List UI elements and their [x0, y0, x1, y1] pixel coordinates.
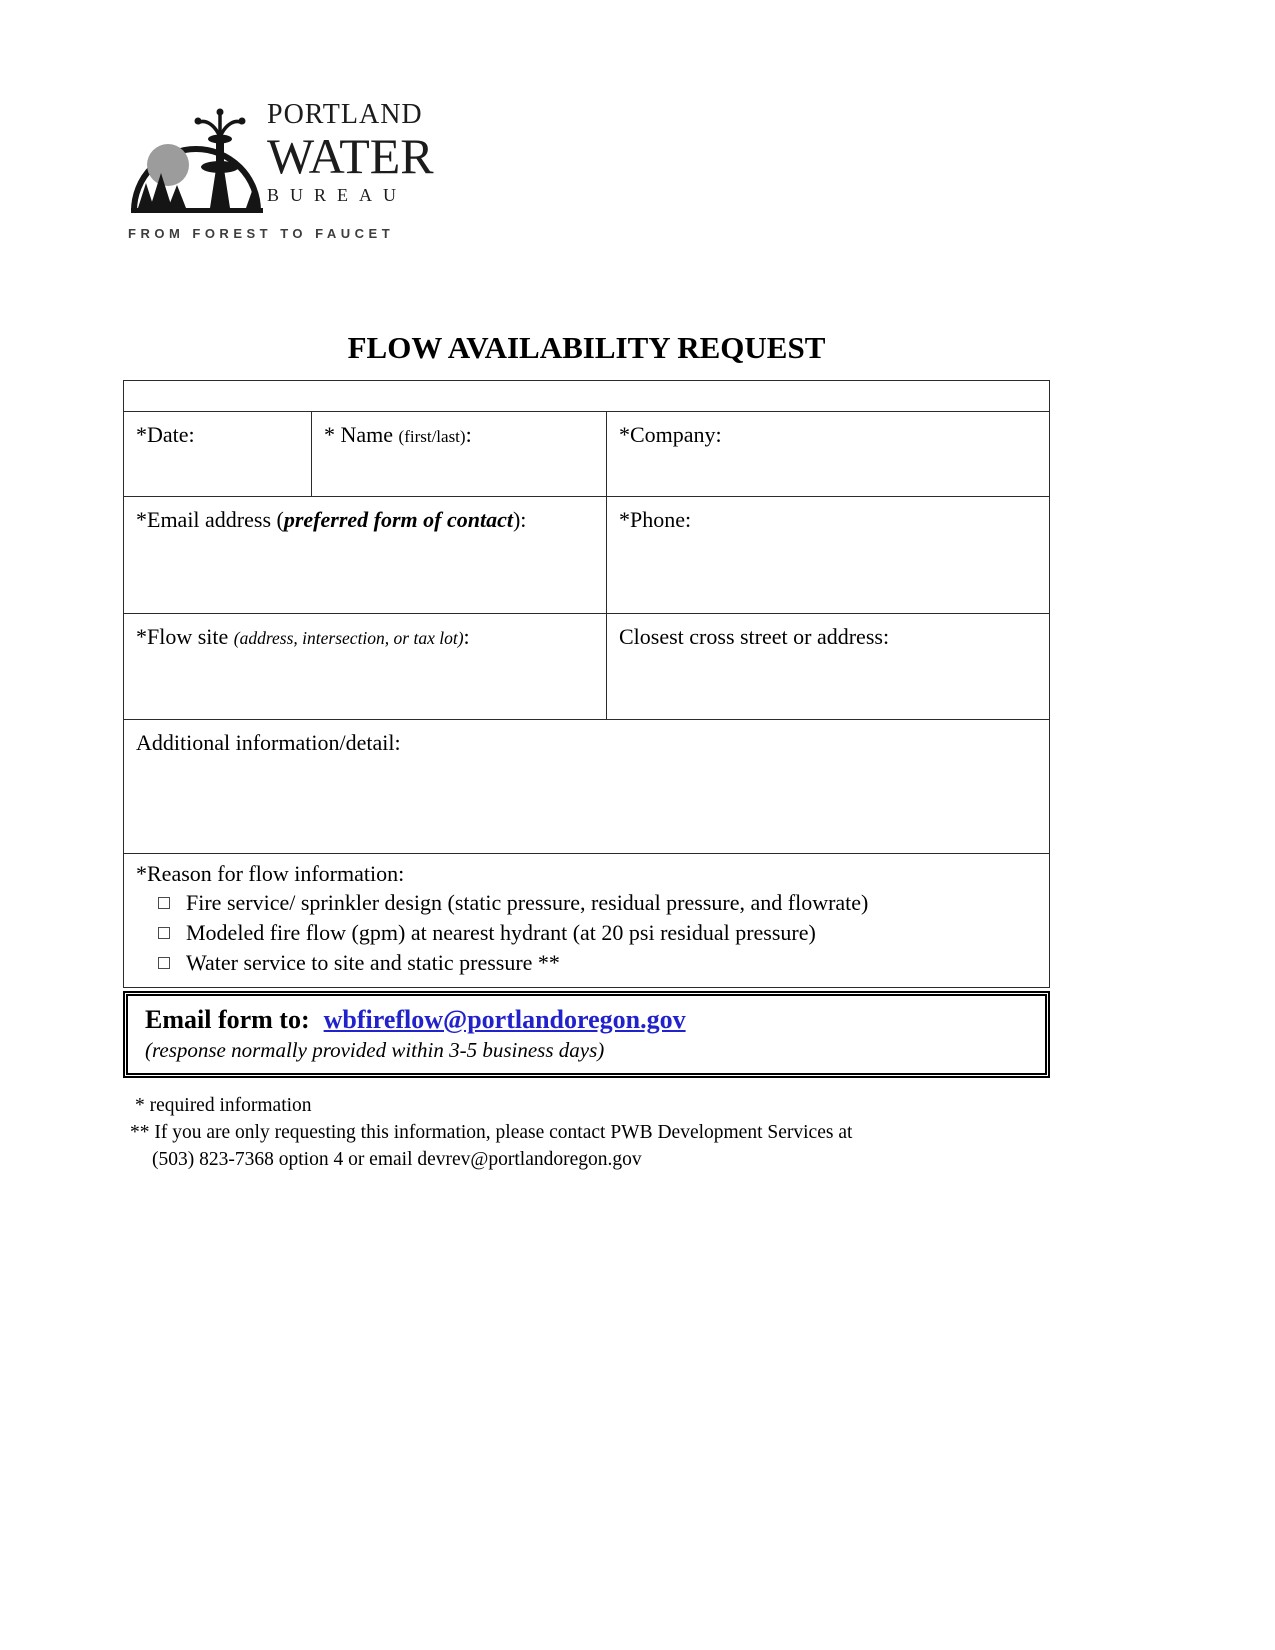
phone-label: *Phone:: [619, 507, 692, 532]
reason-option-modeled-fire-flow: [136, 918, 1037, 948]
reason-option-water-service: [136, 948, 1037, 978]
name-field[interactable]: [311, 412, 606, 496]
page-title: FLOW AVAILABILITY REQUEST: [347, 330, 826, 365]
email-submission-box: [123, 991, 1050, 1078]
company-field[interactable]: [606, 412, 1049, 496]
fireflow-email-link[interactable]: wbfireflow@portlandoregon.gov: [323, 1005, 686, 1034]
email-submission-line: [145, 1005, 1028, 1035]
reason-options-list: [136, 888, 1037, 978]
cross-street-field[interactable]: [606, 614, 1049, 719]
additional-info-field[interactable]: [124, 719, 1049, 853]
logo-tagline: FROM FOREST TO FAUCET: [128, 226, 395, 241]
pwb-logo: [128, 95, 438, 241]
footnote-dev-services: ** If you are only requesting this information, please contact PWB Development Services at: [130, 1122, 853, 1143]
footnote-required: * required information: [135, 1095, 312, 1116]
reason-option-label: Fire service/ sprinkler design (static pressure, residual pressure, and flowrate): [186, 890, 869, 915]
email-address-field[interactable]: [124, 497, 606, 613]
request-form-table: [123, 380, 1050, 988]
date-label: *Date:: [136, 422, 195, 447]
email-form-to-label: Email form to:: [145, 1005, 310, 1034]
logo-wordmark: [267, 101, 434, 204]
flow-site-field[interactable]: [124, 614, 606, 719]
reason-option-fire-service: [136, 888, 1037, 918]
footnote-phone-email: (503) 823-7368 option 4 or email devrev@portlandoregon.gov: [152, 1149, 642, 1170]
form-content: [123, 380, 1050, 1173]
flow-site-label: *Flow site (address, intersection, or tax lot):: [136, 624, 470, 649]
checkbox-water-service[interactable]: [158, 957, 170, 969]
checkbox-modeled-fire-flow[interactable]: [158, 927, 170, 939]
checkbox-fire-service[interactable]: [158, 897, 170, 909]
cross-street-label: Closest cross street or address:: [619, 624, 890, 649]
fountain-forest-emblem-icon: [128, 95, 263, 217]
logo-text-portland: PORTLAND: [267, 99, 423, 130]
response-time-note: (response normally provided within 3-5 business days): [145, 1038, 605, 1062]
date-field[interactable]: [124, 412, 311, 496]
name-label: * Name (first/last):: [324, 422, 472, 447]
reason-option-label: Modeled fire flow (gpm) at nearest hydrant (at 20 psi residual pressure): [186, 920, 816, 945]
row-date-name-company: [124, 411, 1049, 496]
row-email-phone: [124, 496, 1049, 613]
row-flowsite-crossstreet: [124, 613, 1049, 719]
logo-text-bureau: BUREAU: [267, 185, 408, 205]
logo-text-water: WATER: [267, 128, 434, 184]
company-label: *Company:: [619, 422, 722, 447]
reason-label: *Reason for flow information:: [136, 861, 405, 886]
email-address-label: *Email address (preferred form of contact):: [136, 507, 527, 532]
reason-option-label: Water service to site and static pressure **: [186, 950, 560, 975]
phone-field[interactable]: [606, 497, 1049, 613]
table-blank-strip: [124, 381, 1049, 411]
additional-info-label: Additional information/detail:: [136, 730, 401, 755]
footnotes: [123, 1092, 1050, 1173]
reason-section: [124, 853, 1049, 987]
